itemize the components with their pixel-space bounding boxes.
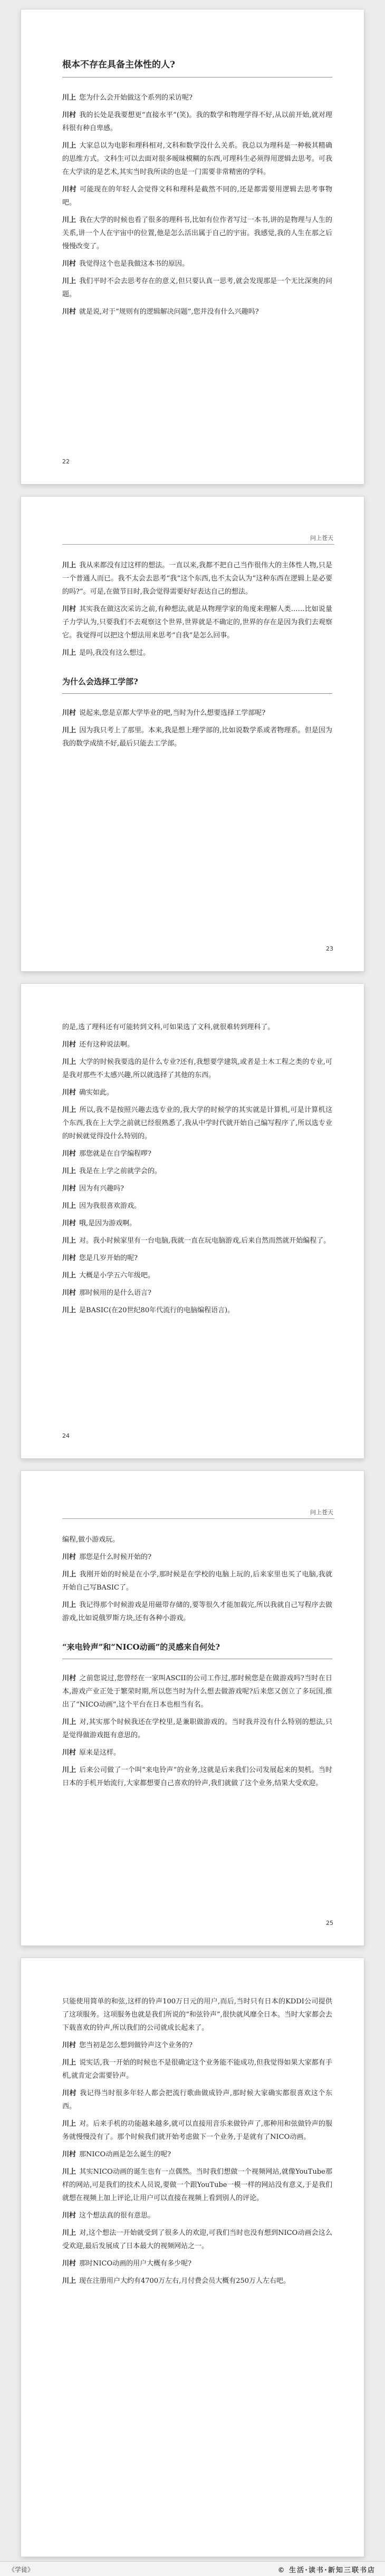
- speaker-name: 川上: [62, 216, 76, 224]
- speaker-name: 川村: [62, 2151, 76, 2158]
- dialogue-text: 大家总以为电影和理科相对,文科和数学没什么关系。我总以为理科是一种极其精确的思维方式。文科生可以去面对很多暧昧模糊的东西,可理科生必须得用逻辑去思考。可我在大学读的是艺术,其实当时我所读的也是一门需要非常精密的学科。: [62, 142, 332, 176]
- dialogue-text: 的是,选了理科还有可能转到文科,可如果选了文科,就很难转到理科了。: [62, 1023, 275, 1031]
- dialogue-text: 您当初是怎么想到做铃声这个业务的?: [79, 2041, 192, 2049]
- dialogue-text: 那您是什么时候开始的?: [79, 1553, 151, 1561]
- speaker-name: 川上: [62, 277, 76, 285]
- speaker-name: 川上: [62, 142, 76, 150]
- dialogue-text: 说起来,您是京都大学毕业的吧,当时为什么想要选择工学部呢?: [79, 709, 266, 717]
- dialogue-text: 我从来都没有过这样的想法。一直以来,我都不把自己当作很伟大的主体性人物,只是一个普通人而已。我不太会去思考“我”这个东西,也不太会认为“这种东西在逻辑上是必要的吗?”。可是,在做节目时,我会觉得需要好好表达自己的想法。: [62, 561, 332, 596]
- speaker-name: 川上: [62, 2120, 76, 2128]
- dialogue-text: 就是说,对于“规则有的逻辑解决问题”,您并没有什么兴趣吗?: [79, 308, 259, 316]
- dialogue-line: [62, 214, 332, 253]
- dialogue-text: 对,这个想法一开始就受到了很多人的欢迎,可我们当时也没有想到NICO动画会这么受欢迎,最后发展成了日本最大的视频网站之一。: [62, 2229, 332, 2250]
- speaker-name: 川上: [62, 2059, 76, 2067]
- dialogue-line: [62, 1021, 332, 1034]
- dialogue-text: 所以,我不是按照兴趣去选专业的,我大学的时候学的其实就是计算机,可是计算机这个东西,我在上大学之前就已经很熟悉了,我从中学时代就开始自己编写程序了,所以选专业的时候就觉得没什么特别的。: [62, 1106, 332, 1140]
- speaker-name: 川上: [62, 561, 76, 569]
- speaker-name: 川村: [62, 1553, 76, 1561]
- dialogue-line: [62, 1995, 332, 2035]
- speaker-name: 川上: [62, 1571, 76, 1578]
- dialogue-line: [62, 1217, 332, 1230]
- header-rule: [62, 544, 334, 545]
- running-head: 问上苍天: [310, 535, 333, 541]
- dialogue-text: 可能现在的年轻人会觉得文科和理科是截然不同的,还是都需要用逻辑去思考事物吧。: [62, 186, 332, 207]
- dialogue-text: 对。我小时候家里有一台电脑,我就一直在玩电脑游戏,后来自然而然就开始编程了。: [79, 1237, 331, 1245]
- speaker-name: 川村: [62, 2260, 76, 2268]
- speaker-name: 川村: [62, 111, 76, 119]
- speaker-name: 川上: [62, 1272, 76, 1280]
- dialogue-text: 因为我只考上了那里。本来,我是想上理学部的,比如说数学系或者物理系。但是因为我的数学成绩不好,最后只能去工学部。: [62, 727, 332, 748]
- dialogue-text: 因为有兴趣吗?: [79, 1185, 124, 1193]
- dialogue-block: [62, 1533, 332, 1625]
- dialogue-text: 原来是这样。: [79, 1749, 121, 1757]
- page-number: 25: [326, 1920, 333, 1926]
- dialogue-text: 其实NICO动画的诞生也有一点偶然。当时我们想做一个视频网站,就像YouTube那样的网站,可是我们的技术人员说,要做一个跟YouTube一模一样的网站没有意义,于是我们就想在视频上加上评论,让用户可以直接在视频上看到别人的评论。: [62, 2168, 332, 2202]
- dialogue-text: 对。后来手机的功能越来越多,就可以直接用音乐来做铃声了,那种用和弦做铃声的服务就慢慢没有了。那个时候我们就开始考虑做下一个业务,于是就有了NICO动画。: [62, 2120, 332, 2141]
- speaker-name: 川上: [62, 727, 76, 734]
- section-title: 为什么会选择工学部?: [62, 675, 332, 694]
- page-number: 23: [326, 945, 333, 952]
- dialogue-text: 现在注册用户大约有4700万左右,月付费会员大概有250万人左右吧。: [79, 2277, 291, 2285]
- speaker-name: 川村: [62, 186, 77, 193]
- dialogue-text: 之前您说过,您曾经在一家叫ASCII的公司工作过,那时候您是在做游戏吗?当时在日本,游戏产业正处于繁荣时期,所以您当时为什么想去做游戏呢?后来您又创立了多玩国,推出了“NICO动画”,这个平台在日本也相当有名。: [62, 1674, 332, 1709]
- speaker-name: 川村: [62, 2089, 77, 2097]
- dialogue-line: [62, 1746, 332, 1759]
- dialogue-text: 我在大学的时候也看了很多的理科书,比如有位作者写过一本书,讲的是物理与人生的关系,讲一个人在宇宙中的位置,他是怎么活出属于自己的宇宙。我感觉,我的人生在那之后慢慢改变了。: [62, 216, 332, 250]
- speaker-name: 川村: [62, 605, 76, 613]
- dialogue-line: [62, 2087, 332, 2113]
- dialogue-line: [62, 1533, 332, 1546]
- dialogue-text: 那NICO动画是怎么诞生的呢?: [79, 2151, 171, 2158]
- dialogue-line: [62, 1672, 332, 1711]
- dialogue-line: [62, 1568, 332, 1594]
- dialogue-text: 哦,是因为游戏啊。: [79, 1219, 137, 1227]
- speaker-name: 川上: [62, 94, 76, 102]
- dialogue-text: 还有这种说法啊。: [79, 1041, 134, 1049]
- dialogue-line: [62, 1304, 332, 1317]
- dialogue-line: [62, 1551, 332, 1564]
- dialogue-line: [62, 559, 332, 598]
- dialogue-text: 那您就是在自学编程啰?: [79, 1150, 151, 1158]
- dialogue-line: [62, 305, 332, 318]
- speaker-name: 川村: [62, 2041, 76, 2049]
- dialogue-text: 其实我在做这次采访之前,有种想法,就是从物理学家的角度来理解人类……比如说量子力学认为,只要我们不去观察这个世界,世界就是不确定的,世界的存在是因为我们去观察它。我觉得可以把这个想法用来思考“自我”是怎么回事。: [62, 605, 332, 640]
- book-page-1: [21, 9, 364, 484]
- dialogue-line: [62, 1716, 332, 1742]
- dialogue-line: [62, 2209, 332, 2222]
- speaker-name: 川村: [62, 1289, 76, 1297]
- dialogue-line: [62, 109, 332, 135]
- speaker-name: 川村: [62, 1150, 76, 1158]
- dialogue-block: [62, 1021, 332, 1317]
- speaker-name: 川上: [62, 1058, 76, 1066]
- dialogue-text: 我刚开始的时候是在小学,那时候是在学校的电脑上玩的,后来家里也买了电脑,我就开始自己写BASIC了。: [62, 1571, 332, 1592]
- dialogue-line: [62, 1103, 332, 1143]
- speaker-name: 川上: [62, 649, 76, 657]
- speaker-name: 川上: [62, 1306, 76, 1314]
- speaker-name: 川村: [62, 1254, 76, 1262]
- speaker-name: 川上: [62, 1202, 76, 1210]
- section-title: 根本不存在具备主体性的人?: [62, 58, 332, 78]
- dialogue-line: [62, 183, 332, 209]
- speaker-name: 川村: [62, 260, 76, 268]
- dialogue-line: [62, 1599, 332, 1625]
- dialogue-text: 大概是小学五六年级吧。: [79, 1272, 155, 1280]
- dialogue-line: [62, 1252, 332, 1265]
- dialogue-line: [62, 1199, 332, 1213]
- dialogue-line: [62, 2039, 332, 2052]
- dialogue-line: [62, 139, 332, 179]
- dialogue-line: [62, 2274, 332, 2288]
- book-page-4: [21, 1471, 364, 1945]
- dialogue-text: 编程,做小游戏玩。: [62, 1536, 120, 1544]
- speaker-name: 川上: [62, 1167, 76, 1175]
- viewer-footer-bar: [0, 2561, 385, 2576]
- speaker-name: 川上: [62, 1601, 76, 1609]
- speaker-name: 川村: [62, 709, 76, 717]
- section-title: “来电铃声”和“NICO动画”的灵感来自何处?: [62, 1641, 332, 1659]
- dialogue-line: [62, 1086, 332, 1099]
- speaker-name: 川上: [62, 1766, 76, 1774]
- dialogue-line: [62, 2117, 332, 2144]
- book-page-2: [21, 497, 364, 971]
- dialogue-line: [62, 2165, 332, 2205]
- dialogue-line: [62, 2257, 332, 2270]
- publisher-brand: © 生活·读书·新知三联书店: [277, 2567, 376, 2574]
- speaker-name: 川上: [62, 2277, 76, 2285]
- dialogue-line: [62, 1286, 332, 1300]
- dialogue-text: 我们平时不会去思考存在的意义,但只要认真一思考,就会发现那是一个无比深奥的问题。: [62, 277, 332, 298]
- speaker-name: 川村: [62, 1185, 76, 1193]
- dialogue-text: 您为什么会开始做这个系列的采访呢?: [79, 94, 192, 102]
- book-page-5: [21, 1958, 364, 2556]
- dialogue-text: 我记得那个时候游戏是用磁带存储的,要等很久才能加载完,所以我就自己写程序去做游戏,比如说俄罗斯方块,还有各种小游戏。: [62, 1601, 332, 1622]
- dialogue-line: [62, 2226, 332, 2253]
- header-rule: [62, 1518, 334, 1519]
- dialogue-text: 我的长处是我要想更“直接水平”(笑)。我的数学和物理学得不好,从以前开始,就对理科很有种自卑感。: [62, 111, 332, 132]
- dialogue-line: [62, 724, 332, 750]
- dialogue-text: 后来公司做了一个叫“来电铃声”的业务,这就是后来我们公司发展起来的契机。当时日本的手机开始流行,大家都想要自己喜欢的铃声,我们就做了这个业务,结果大受欢迎。: [62, 1766, 332, 1787]
- speaker-name: 川村: [62, 2212, 76, 2220]
- speaker-name: 川村: [62, 1089, 76, 1097]
- book-tag: 《学徒》: [8, 2566, 34, 2573]
- speaker-name: 川村: [62, 1749, 76, 1757]
- speaker-name: 川村: [62, 1041, 76, 1049]
- speaker-name: 川上: [62, 2229, 76, 2237]
- book-page-3: [21, 984, 364, 1458]
- dialogue-text: 这个想法真的很有意思。: [79, 2212, 155, 2220]
- speaker-name: 川村: [62, 1219, 76, 1227]
- dialogue-text: 是吗,我没有这么想过。: [79, 649, 150, 657]
- dialogue-line: [62, 646, 332, 660]
- dialogue-block: [62, 559, 332, 660]
- dialogue-line: [62, 1234, 332, 1247]
- dialogue-text: 那时NICO动画的用户大概有多少呢?: [79, 2260, 192, 2268]
- page-number: 24: [62, 1432, 70, 1439]
- speaker-name: 川上: [62, 1237, 76, 1245]
- dialogue-line: [62, 1182, 332, 1195]
- dialogue-text: 我是在上学之前就学会的。: [79, 1167, 162, 1175]
- dialogue-text: 大学的时候我要选的是什么专业?还有,我想要学建筑,或者是土木工程之类的专业,可是我对那些不太感兴趣,所以就选择了其他的东西。: [62, 1058, 332, 1079]
- dialogue-text: 是BASIC(在20世纪80年代流行的电脑编程语言)。: [79, 1306, 235, 1314]
- dialogue-line: [62, 1055, 332, 1082]
- dialogue-block: [62, 91, 332, 318]
- speaker-name: 川上: [62, 1106, 76, 1114]
- dialogue-line: [62, 1038, 332, 1051]
- speaker-name: 川村: [62, 1674, 76, 1682]
- dialogue-line: [62, 275, 332, 301]
- dialogue-text: 对,其实那个时候我还在学校里,是兼职做游戏的。当时我并没有什么特别的想法,只是觉得做游戏挺有意思的。: [62, 1718, 332, 1739]
- dialogue-line: [62, 1764, 332, 1790]
- dialogue-line: [62, 706, 332, 720]
- running-head: 问上苍天: [310, 1509, 333, 1516]
- dialogue-block: [62, 706, 332, 750]
- dialogue-text: 我觉得这个也是我做这本书的原因。: [79, 260, 189, 268]
- dialogue-block: [62, 1995, 332, 2288]
- dialogue-line: [62, 91, 332, 104]
- page-number: 22: [62, 458, 70, 465]
- dialogue-text: 您是几岁开始的呢?: [79, 1254, 138, 1262]
- dialogue-line: [62, 603, 332, 642]
- speaker-name: 川上: [62, 2168, 76, 2176]
- dialogue-line: [62, 2056, 332, 2083]
- dialogue-line: [62, 1165, 332, 1178]
- dialogue-text: 因为我很喜欢游戏。: [79, 1202, 141, 1210]
- dialogue-line: [62, 257, 332, 270]
- dialogue-text: 我记得当时很多年轻人都会把流行歌曲做成铃声,那时候大家确实都很喜欢这个东西。: [62, 2089, 332, 2110]
- dialogue-line: [62, 1147, 332, 1160]
- dialogue-line: [62, 1269, 332, 1282]
- speaker-name: 川上: [62, 1718, 76, 1726]
- dialogue-text: 只能使用简单的和弦,这样的铃声100万日元的用户,而后,当时只有日本的KDDI公司提供了这项服务。这项服务也就是我们所说的“和弦铃声”,很快就风靡全日本。当时大家都会去下载喜欢的铃声,所以我们的公司就成长起来了。: [62, 1998, 332, 2032]
- speaker-name: 川村: [62, 308, 76, 316]
- dialogue-text: 确实如此。: [79, 1089, 114, 1097]
- dialogue-block: [62, 1672, 332, 1790]
- dialogue-text: 那时候用的是什么语言?: [79, 1289, 151, 1297]
- dialogue-line: [62, 2148, 332, 2161]
- dialogue-text: 说实话,我一开始的时候也不是很确定这个业务能不能成功,但我觉得如果大家都有手机,就肯定会需要铃声。: [62, 2059, 332, 2080]
